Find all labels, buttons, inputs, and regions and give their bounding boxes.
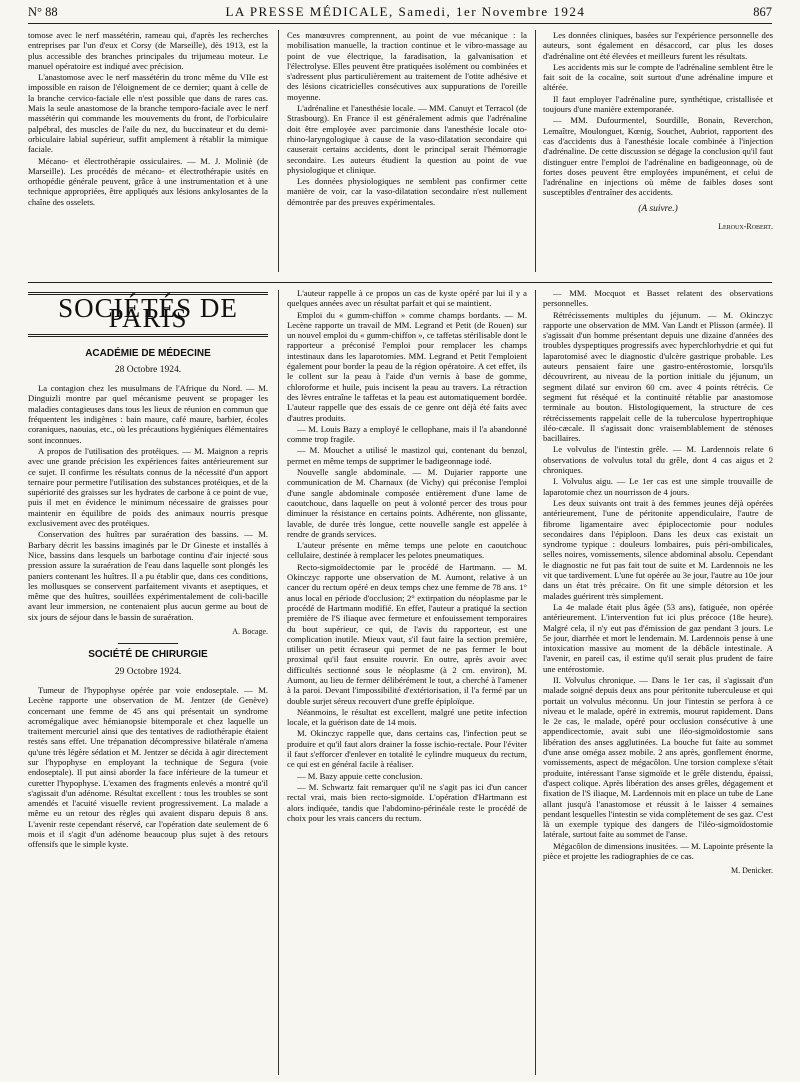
column-divider	[278, 290, 279, 1075]
paragraph: Néanmoins, le résultat est excellent, malgré une petite infection locale, et la guérison date de 14 mois.	[287, 706, 527, 728]
paragraph: La 4e malade était plus âgée (53 ans), fatiguée, non opérée antérieurement. L'intervention fut ici plus précoce (18e heure). Malgré cela, il n'y eut pas d'émission de gaz pendant 3 jours. Le 5e jour, diarrhée et mort le lendemain. M. Lardennois pense à une intoxication massive au moment de la débâcle intestinale. A l'avenir, en pareil cas, il estime qu'il serait plus prudent de faire une entérostomie.	[543, 601, 773, 674]
top-column-3	[543, 30, 773, 275]
paragraph: La contagion chez les musulmans de l'Afrique du Nord. — M. Dinguizli montre par quel mécanisme peuvent se propager les maladies contagieuses dans tous les lieux de réunion en commun que fréquentent les indigènes : bain maure, café maure, barbier, écoles coraniques, naouias, etc., où les précautions hygiéniques élémentaires sont inconnues.	[28, 383, 268, 445]
author-signature: Leroux-Robert.	[718, 222, 773, 232]
page-header	[28, 4, 772, 24]
author-signature: M. Denicker.	[731, 866, 773, 876]
paragraph: — M. Louis Bazy a employé le cellophane, mais il l'a abandonné comme trop fragile.	[287, 423, 527, 445]
paragraph: Les données cliniques, basées sur l'expérience personnelle des auteurs, sont également en désaccord, car plus les doses d'adrénaline ont été élevées et meilleurs furent les résultats.	[543, 30, 773, 61]
paragraph: Recto-sigmoïdectomie par le procédé de Hartmann. — M. Okinczyc rapporte une observation de M. Aumont, relative à un cancer du rectum opéré en deux temps chez une femme de 78 ans. 1° anus local en période d'occlusion; 2° extirpation du néoplasme par le procédé de Hartmann modifié. En effet, l'auteur a pratiqué la section première de l'S iliaque avec fermeture et enfouissement temporaires du bout supérieur, ce qui, de l'avis du rapporteur, est une complication inutile. Mieux vaut, s'il faut faire la section première, utiliser un petit écraseur qui permet de ne pas fermer le bout proximal qu'il faut ensuite rouvrir. En outre, après avoir avec difficultés sectionné sous le néoplasme (à 2 cm. environ), M. Aumont, au lieu de fermer délibérément le tout, a cherché à l'amener à la paroi. Devant l'impossibilité d'extériorisation, il l'a fermé par un double surjet séreux recouvert d'une greffe épiploïque.	[287, 561, 527, 706]
bottom-column-3	[543, 288, 773, 1078]
paragraph: Les deux suivants ont trait à des femmes jeunes déjà opérées antérieurement, l'une de péritonite appendiculaire, l'autre de fibrome ligamentaire avec épiplocectomie pour nodules secondaires dans l'épiploon. Dans les deux cas existait un syndrome typique : douleurs lombaires, puis péri-ombilicales, selles noires, vomissements, silence abdominal absolu. Cependant le diagnostic ne fut pas fait tout de suite et M. Lardennois ne les vit que tardivement. L'une fut opérée au 3e jour, l'autre au 10e jour dans un état très précaire. On fit une simple détorsion et les malades guérirent très simplement.	[543, 497, 773, 601]
issue-number: N° 88	[28, 5, 58, 19]
top-column-1	[28, 30, 268, 272]
paragraph: — M. Mouchet a utilisé le mastizol qui, contenant du benzol, permet en même temps de supprimer le badigeonnage iodé.	[287, 445, 527, 466]
academie-heading: ACADÉMIE DE MÉDECINE	[85, 347, 211, 359]
paragraph: Les données physiologiques ne semblent pas confirmer cette manière de voir, car la vaso-dilatation secondaire n'est nullement démontrée par des preuves expérimentales.	[287, 176, 527, 207]
paragraph: Mécano- et électrothérapie ossiculaires. — M. J. Moliniè (de Marseille). Les procédés de mécano- et électrothérapie usités en orthopédie générale peuvent, grâce à une instrumentation et à une technique appropriées, être appliqués aux lésions ankylosantes de la chaîne des osselets.	[28, 155, 268, 207]
academie-signature: A. Bocage.	[232, 627, 268, 637]
societes-title: SOCIÉTÉS DE PARIS	[58, 293, 238, 334]
paragraph: L'anastomose avec le nerf massétérin du tronc même du VIIe est impossible en raison de l'éloignement de ce dernier; quant à celle de la branche cervico-faciale elle n'est possible que dans de rares cas. Mais la seule anastomose de la branche temporo-faciale avec le nerf massétérin qui commande les mouvements du front, de l'orbiculaire palpébral, des muscles de l'aile du nez, du buccinateur et du demi-orbiculaire labial supérieur, suffit amplement à rétablir la mimique faciale.	[28, 72, 268, 155]
paragraph: Conservation des huîtres par suraération des bassins. — M. Barbary décrit les bassins imaginés par le Dr Gineste et installés à Nice, bassins dans lesquels un barbotage continu d'air injecté sous pression assure la suraération de l'eau dans laquelle sont plongés les paniers contenant les huîtres. Il a pu établir que, dans ces conditions, les mollusques se conservent parfaitement vivants et aseptiques, et même que des huîtres, souillées expérimentalement de coli-bacille avant leur immersion, ne contenaient plus aucun germe au bout de six jours de séjour dans le bassin de suraération.	[28, 529, 268, 622]
column-divider	[535, 290, 536, 1075]
paragraph: Ces manœuvres comprennent, au point de vue mécanique : la mobilisation manuelle, la traction continue et le vibro-massage au point de vue électrique, la faradisation, la galvanisation et l'électrolyse. Elles peuvent être pratiquées isolément ou combinées et s'adressent plus particulièrement au traitement de l'otite adhésive et des lésions cicatricielles consécutives aux suppurations de l'oreille moyenne.	[287, 30, 527, 102]
paragraph: — M. Bazy appuie cette conclusion.	[297, 770, 423, 781]
paragraph: Il faut employer l'adrénaline pure, synthétique, cristallisée et toujours d'une manière extemporanée.	[543, 93, 773, 115]
paragraph: tomose avec le nerf massétérin, rameau qui, d'après les recherches entreprises par l'un d'eux et Corsy (de Marseille), dès 1913, est la plus accessible des branches principales du trijumeau moteur. Le manuel opératoire est indiqué avec précision.	[28, 30, 268, 71]
paragraph: L'adrénaline et l'anesthésie locale. — MM. Canuyt et Terracol (de Strasbourg). En France il est généralement admis que l'adrénaline doit être employée avec parcimonie dans l'anesthésie locale oto-rhino-laryngologique à cause de la vaso-dilatation secondaire qui causerait certains accidents, dont le principal serait l'hémorragie secondaire. Les auteurs étudient la question au point de vue physiologique et clinique.	[287, 103, 527, 175]
column-divider	[278, 30, 279, 272]
short-rule	[118, 643, 178, 644]
paragraph: M. Okinczyc rappelle que, dans certains cas, l'infection peut se produire et qu'il faut alors drainer la fosse ischio-rectale. Pour l'éviter il faut s'efforcer d'enlever en totalité le cylindre muqueux du rectum, ce qui est en général facile à réaliser.	[287, 728, 527, 770]
a-suivre: (A suivre.)	[638, 203, 678, 214]
paragraph: II. Volvulus chronique. — Dans le 1er cas, il s'agissait d'un malade soigné depuis deux ans pour péritonite tuberculeuse et qui portait un volvulus méconnu. Un jour l'intestin se perfora à ce niveau et le malade, opéré in extremis, mourut rapidement. Dans le 2e cas, le malade, opéré pour occlusion consécutive à une appendicectomie, avait subi une iléo-sigmoïdostomie sans libération des anses agglutinées. La bouche fut faite au sommet d'une anse oméga assez mobile. 2 ans après, gonflement énorme, vomissements, aspect de mégacôlon. Une torsion complexe s'était produite, intéressant l'anse sigmoïde et le grêle distendu, épaissi, d'aspect colique. Après libération des anses grêles, dégagement et fixation de l'S iliaque, M. Lardennois mit en place un tube de Lane allant jusqu'à l'anastomose et réussit à le laisser 4 semaines pendant lesquelles l'intestin se vida complètement de ses gaz. C'est là un exemple typique des dangers de l'iléo-sigmoïdostomie latérale, surtout faite au sommet de l'anse.	[543, 674, 773, 840]
paragraph: — MM. Mocquot et Basset relatent des observations personnelles.	[543, 288, 773, 309]
paragraph: Nouvelle sangle abdominale. — M. Dujarier rapporte une communication de M. Charnaux (de Vichy) qui préconise l'emploi d'une sangle abdominale composée entièrement d'une lame de caoutchouc, dans laquelle on peut à volonté percer des trous pour diminuer la résistance en certains points. Adhérente, non glissante, lavable, de durée très longue, cette nouvelle sangle est appelée à rendre de grands services.	[287, 467, 527, 539]
paragraph: Les accidents mis sur le compte de l'adrénaline semblent être le fait soit de la cocaïne, soit surtout d'une adrénaline impure et altérée.	[543, 61, 773, 93]
paragraph: — M. Schwartz fait remarquer qu'il ne s'agit pas ici d'un cancer rectal vrai, mais bien recto-sigmoïde. L'opération d'Hartmann est alors indiquée, tandis que l'abdomino-périnéale reste le procédé de choix pour les vrais cancers du rectum.	[287, 781, 527, 823]
paragraph: Mégacôlon de dimensions inusitées. — M. Lapointe présente la pièce et projette les radiographies de ce cas.	[543, 840, 773, 862]
top-column-2	[287, 30, 527, 272]
paragraph: L'auteur rappelle à ce propos un cas de kyste opéré par lui il y a quelques années avec un résultat parfait et qui se maintient.	[287, 288, 527, 309]
paragraph: — MM. Dufourmentel, Sourdille, Bonain, Reverchon, Lemaître, Moulonguet, Kœnig, Souchet, Aubriot, rapportent des cas d'accidents dus à l'anesthésie locale combinée à l'injection d'adrénaline. De cette discussion se dégage la conclusion qu'il faut distinguer entre l'emploi de l'adrénaline en badigeonnage, où de fortes doses peuvent être employées impunément, et celui de l'adrénaline en injections où même de faibles doses sont susceptibles d'entraîner des accidents.	[543, 115, 773, 198]
paragraph: Le volvulus de l'intestin grêle. — M. Lardennois relate 6 observations de volvulus total du grêle, dont 4 cas aigus et 2 chroniques.	[543, 444, 773, 476]
bottom-column-1	[28, 288, 268, 1078]
chirurgie-heading: SOCIÉTÉ DE CHIRURGIE	[88, 649, 208, 661]
academie-date: 28 Octobre 1924.	[114, 364, 182, 375]
paragraph: Tumeur de l'hypophyse opérée par voie endoseptale. — M. Lecène rapporte une observation de M. Jentzer (de Genève) concernant une femme de 45 ans qui présentait un syndrome acromégalique avec hémianopsie bitemporale et chez laquelle un traitement mercuriel ainsi que des tentatives de radiothérapie étaient restés sans effet. Une trépanation décompressive bilatérale n'amena qu'une très légère sédation et M. Jentzer se décida à agir directement sur l'hypophyse en employant la technique de Segura (voie endoseptale). Il put ainsi aborder la face inférieure de la tumeur et curetter l'hypophyse. L'examen des fragments enlevés a montré qu'il s'agissait d'un adénome. Résultat excellent : tous les troubles se sont amendés et l'acuité visuelle revient progressivement. La malade a même eu un retour des règles qui avaient disparu depuis 8 ans. L'avenir reste cependant réservé, car l'opération date seulement de 6 mois et il s'agit d'un adénome beaucoup plus sujet à des retours offensifs que le simple kyste.	[28, 684, 268, 850]
paragraph: L'auteur présente en même temps une pelote en caoutchouc cellulaire, destinée à remplacer les pelotes pneumatiques.	[287, 540, 527, 561]
bottom-column-2	[287, 288, 527, 1078]
chirurgie-date: 29 Octobre 1924.	[114, 666, 182, 677]
page-number: 867	[753, 5, 772, 19]
paragraph: Rétrécissements multiples du jéjunum. — M. Okinczyc rapporte une observation de MM. Van Landt et Plisson (armée). Il s'agissait d'un homme présentant depuis une dizaine d'années des troubles dyspeptiques progressifs avec hyperchlorhydrie et qui fut laparotomisé avec le diagnostic d'ulcère gastrique probable. Les auteurs pensaient faire une gastro-entérostomie, lorsqu'ils découvrirent, au niveau de la portion initiale du jéjunum, un segment dilaté sur environ 60 cm. avec 4 points rétrécis. Ce segment fut réséqué et la continuité rétablie par anastomose terminale au bouton. Histologiquement, la structure de ces rétrécissements rappelait celle de la tuberculose hypertrophique iléo-cæcale. Il s'agissait donc vraisemblablement de sténoses bacillaires.	[543, 309, 773, 444]
journal-title: LA PRESSE MÉDICALE, Samedi, 1er Novembre 1924	[225, 4, 586, 19]
paragraph: A propos de l'utilisation des protéiques. — M. Maignon a repris avec une grande précision les expériences faites antérieurement sur ce sujet. Il confirme les résultats connus de la nécessité d'un apport ternaire pour permettre l'utilisation des substances protéiques, et de la supériorité des graisses sur les hydrates de carbone à ce point de vue, puis il met en évidence le minimum nécessaire de graisses pour maintenir en équilibre de poids des animaux nourris presque exclusivement avec des protéiques.	[28, 445, 268, 529]
column-divider	[535, 30, 536, 272]
paragraph: Emploi du « gumm-chiffon » comme champs bordants. — M. Lecène rapporte un travail de MM. Legrand et Petit (de Rouen) sur un nouvel emploi du « gumm-chiffon », ce taffetas stérilisable dont le rapporteur a préconisé l'emploi pour remplacer les champs intestinaux dans les laparotomies. MM. Legrand et Petit l'emploient également pour border la peau de la région opératoire. A cet effet, ils le collent sur la peau à l'aide d'un vernis à base de gomme, chloroforme et huile, puis incisent la peau au travers. La rétraction des lèvres entraîne le taffetas et la peau est automatiquement bordée. L'auteur rappelle que des essais de ce genre ont déjà été faits avec d'autres produits.	[287, 309, 527, 423]
paragraph: I. Volvulus aigu. — Le 1er cas est une simple trouvaille de laparotomie chez un nourrisson de 4 jours.	[543, 476, 773, 497]
title-rule	[28, 334, 268, 337]
section-divider	[28, 282, 772, 283]
